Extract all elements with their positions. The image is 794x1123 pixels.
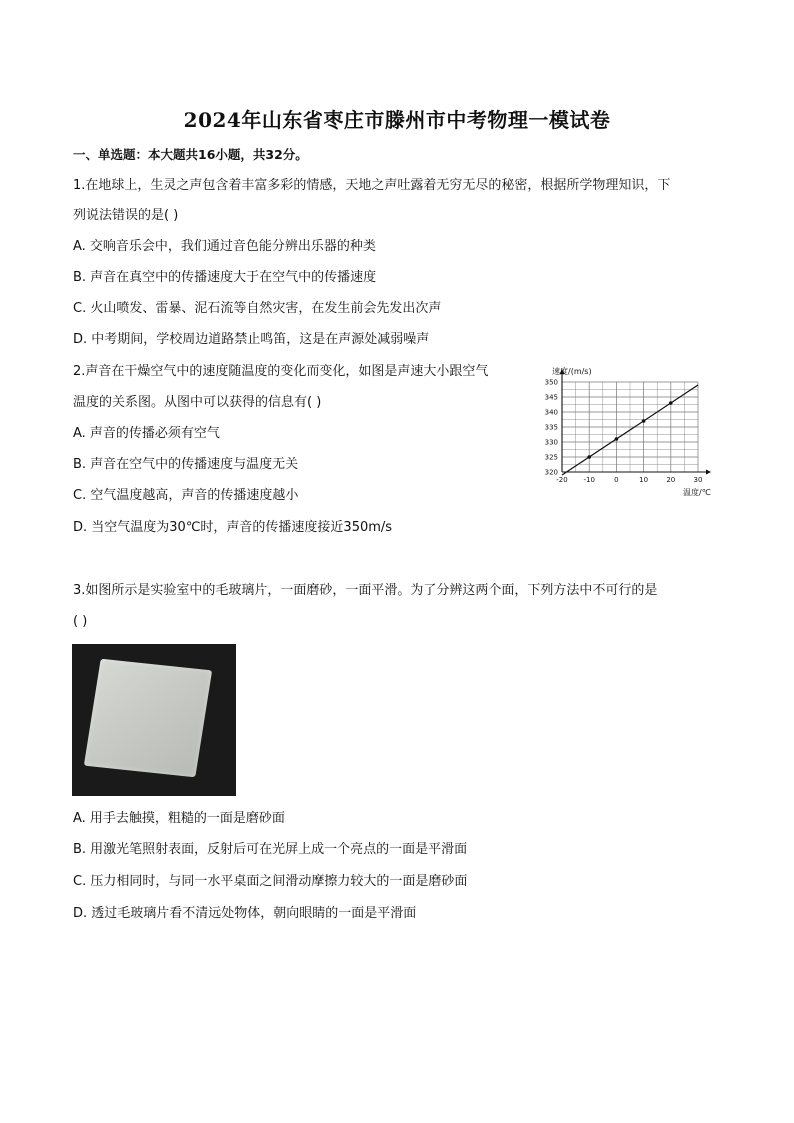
- q2-stem-line1: 2.声音在干燥空气中的速度随温度的变化而变化，如图是声速大小跟空气: [73, 364, 489, 379]
- chart-data-point: [669, 401, 673, 405]
- q1-option-d: D. 中考期间，学校周边道路禁止鸣笛，这是在声源处减弱噪声: [73, 332, 430, 347]
- chart-data-point: [642, 419, 646, 423]
- q2-option-a: A. 声音的传播必须有空气: [73, 426, 220, 441]
- q2-option-d: D. 当空气温度为30℃时，声音的传播速度接近350m/s: [73, 520, 393, 535]
- q1-option-c: C. 火山喷发、雷暴、泥石流等自然灾害，在发生前会先发出次声: [73, 301, 442, 316]
- chart-data-point: [587, 455, 591, 459]
- q1-stem-line1: 1.在地球上，生灵之声包含着丰富多彩的情感，天地之声吐露着无穷无尽的秘密，根据所学物理知识，下: [73, 178, 671, 193]
- q3-option-c: C. 压力相同时，与同一水平桌面之间滑动摩擦力较大的一面是磨砂面: [73, 874, 468, 889]
- chart-y-tick-label: 320: [544, 468, 558, 477]
- frosted-glass-photo: [72, 644, 236, 796]
- q3-option-b: B. 用激光笔照射表面，反射后可在光屏上成一个亮点的一面是平滑面: [73, 842, 468, 857]
- q1-stem-line2: 列说法错误的是( ): [73, 208, 179, 223]
- chart-x-tick-label: -20: [556, 476, 568, 484]
- chart-x-axis-label: 温度/℃: [683, 488, 711, 497]
- chart-x-tick-label: 20: [666, 476, 676, 484]
- chart-y-axis-label: 速度/(m/s): [552, 367, 592, 376]
- chart-y-tick-label: 345: [544, 393, 558, 402]
- q2-stem-line2: 温度的关系图。从图中可以获得的信息有( ): [73, 395, 322, 410]
- q1-option-a: A. 交响音乐会中，我们通过音色能分辨出乐器的种类: [73, 239, 376, 254]
- q2-option-b: B. 声音在空气中的传播速度与温度无关: [73, 457, 299, 472]
- q3-stem-line2: ( ): [73, 614, 88, 629]
- q1-option-b: B. 声音在真空中的传播速度大于在空气中的传播速度: [73, 270, 377, 285]
- chart-y-tick-label: 325: [544, 453, 558, 462]
- chart-x-tick-label: 10: [639, 476, 649, 484]
- chart-y-tick-label: 350: [544, 378, 558, 387]
- chart-x-tick-label: 0: [614, 476, 619, 484]
- chart-x-arrow: [706, 470, 711, 475]
- section-heading: 一、单选题：本大题共16小题，共32分。: [73, 147, 308, 162]
- speed-temperature-chart: [528, 360, 728, 500]
- chart-x-tick-label: 30: [693, 476, 703, 484]
- q2-option-c: C. 空气温度越高，声音的传播速度越小: [73, 488, 299, 503]
- q3-stem-line1: 3.如图所示是实验室中的毛玻璃片，一面磨砂，一面平滑。为了分辨这两个面，下列方法中不可行的是: [73, 583, 658, 598]
- q3-option-a: A. 用手去触摸，粗糙的一面是磨砂面: [73, 811, 285, 826]
- page-title: 2024年山东省枣庄市滕州市中考物理一模试卷: [183, 108, 611, 132]
- chart-y-tick-label: 340: [544, 408, 558, 417]
- chart-y-tick-label: 330: [544, 438, 558, 447]
- chart-data-point: [615, 437, 619, 441]
- q3-option-d: D. 透过毛玻璃片看不清远处物体，朝向眼睛的一面是平滑面: [73, 906, 417, 921]
- chart-y-tick-label: 335: [544, 423, 558, 432]
- chart-x-tick-label: -10: [583, 476, 595, 484]
- frosted-glass-plate: [84, 659, 212, 778]
